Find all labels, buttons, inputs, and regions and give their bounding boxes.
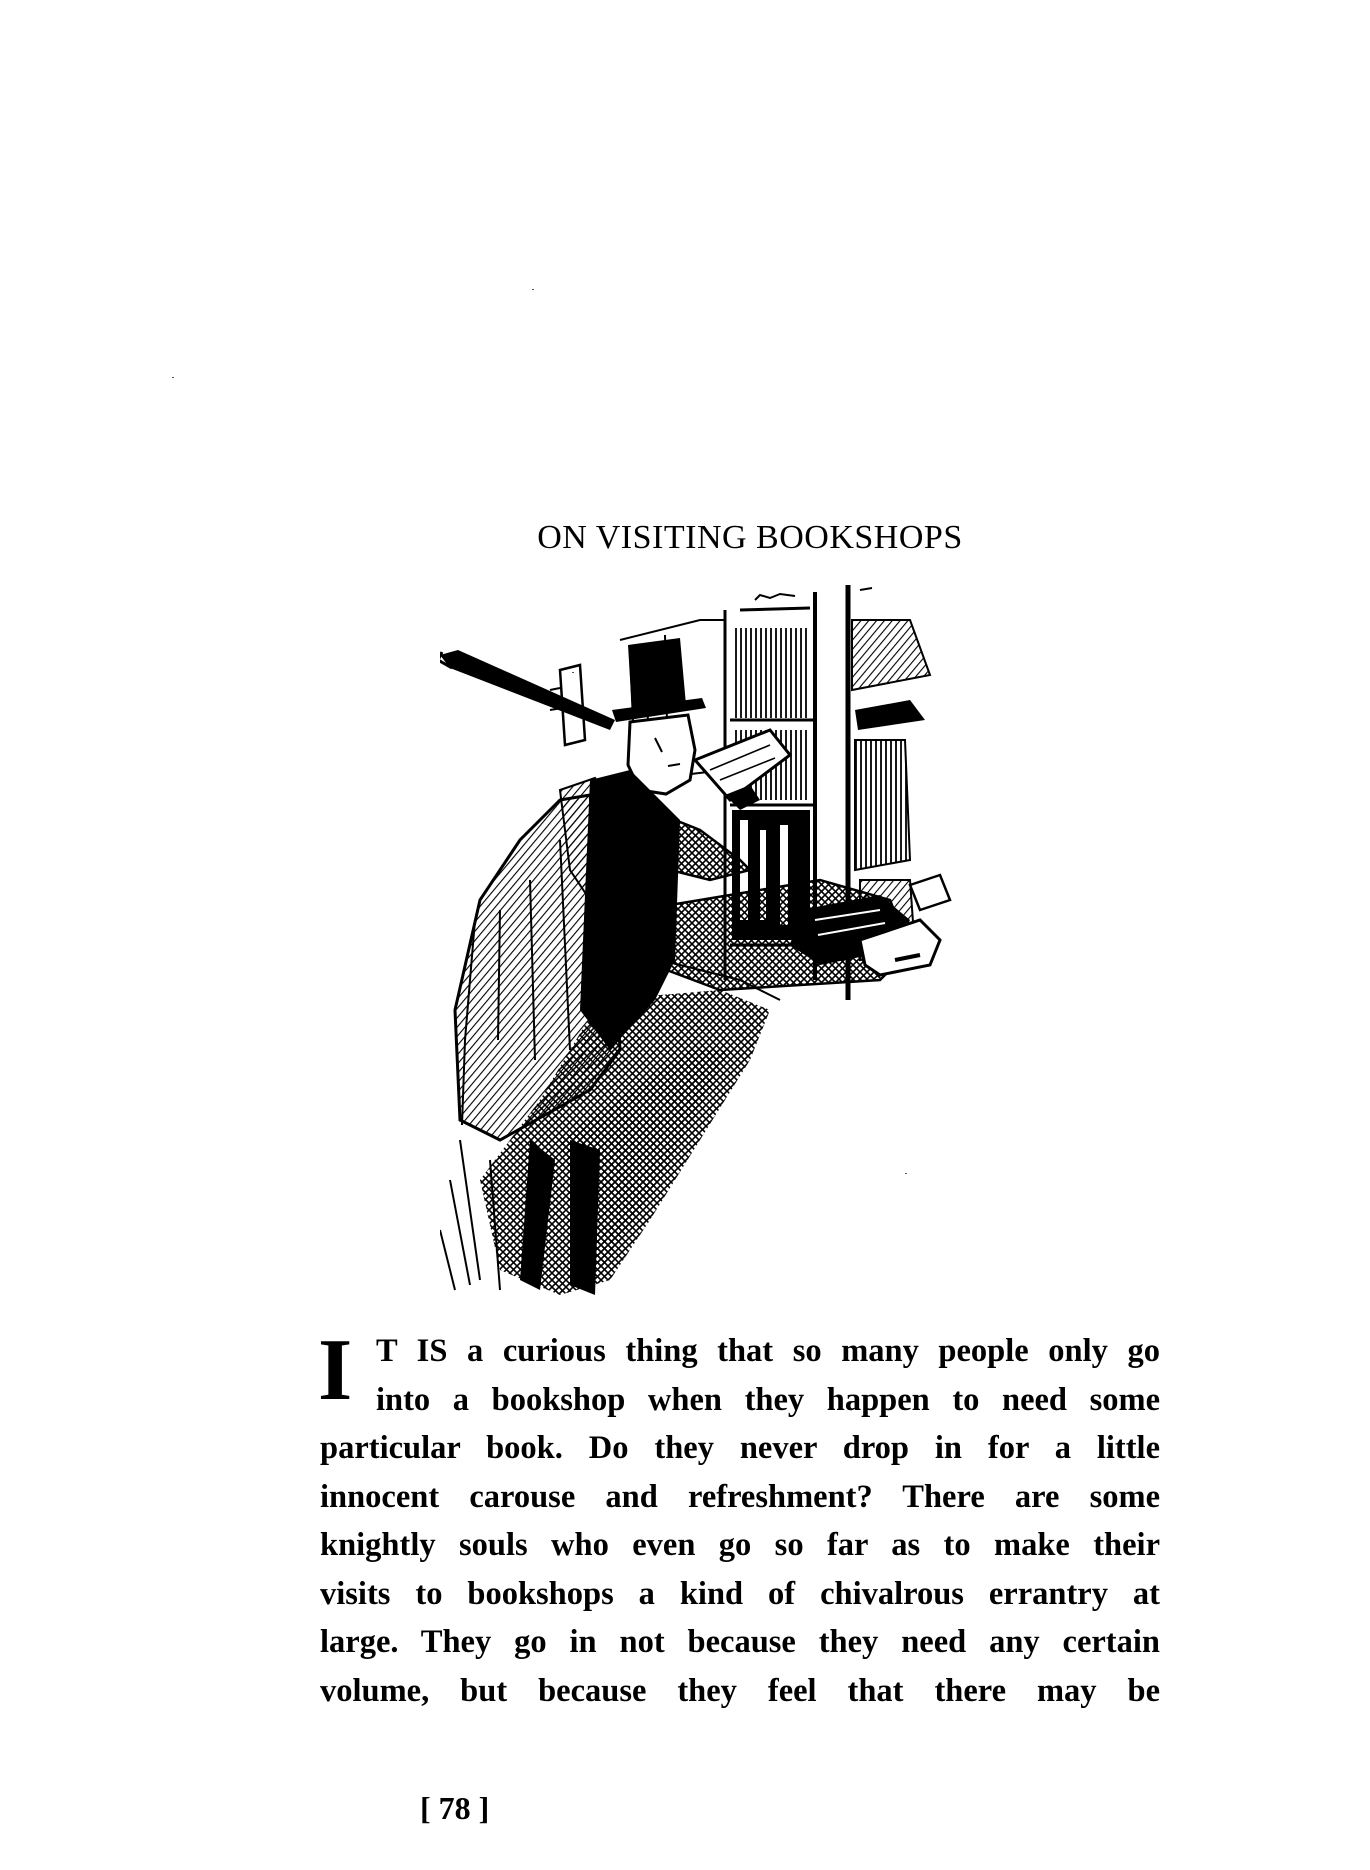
text-line: visits to bookshops a kind of chivalrous errantry at [320, 1575, 1160, 1612]
chapter-title: ON VISITING BOOKSHOPS [537, 519, 963, 556]
text-line: large. They go in not because they need any certain [320, 1624, 1160, 1660]
text-line: knightly souls who even go so far as to make their [320, 1527, 1160, 1563]
scan-speck [172, 377, 174, 378]
body-paragraph [318, 1322, 1160, 1715]
text-line: innocent carouse and refreshment? There are some [320, 1478, 1160, 1515]
scan-speck [532, 289, 534, 290]
text-line: into a bookshop when they happen to need some [376, 1381, 1160, 1418]
text-line: volume, but because they feel that there may be [320, 1672, 1160, 1709]
page-number: [ 78 ] [420, 1790, 490, 1826]
drop-cap-block [318, 1322, 1160, 1424]
drop-cap-letter: I [318, 1322, 353, 1419]
text-line: T IS a curious thing that so many people only go [376, 1333, 1160, 1369]
bookshop-illustration-icon [440, 580, 1020, 1300]
text-line: particular book. Do they never drop in for a little [320, 1430, 1160, 1466]
